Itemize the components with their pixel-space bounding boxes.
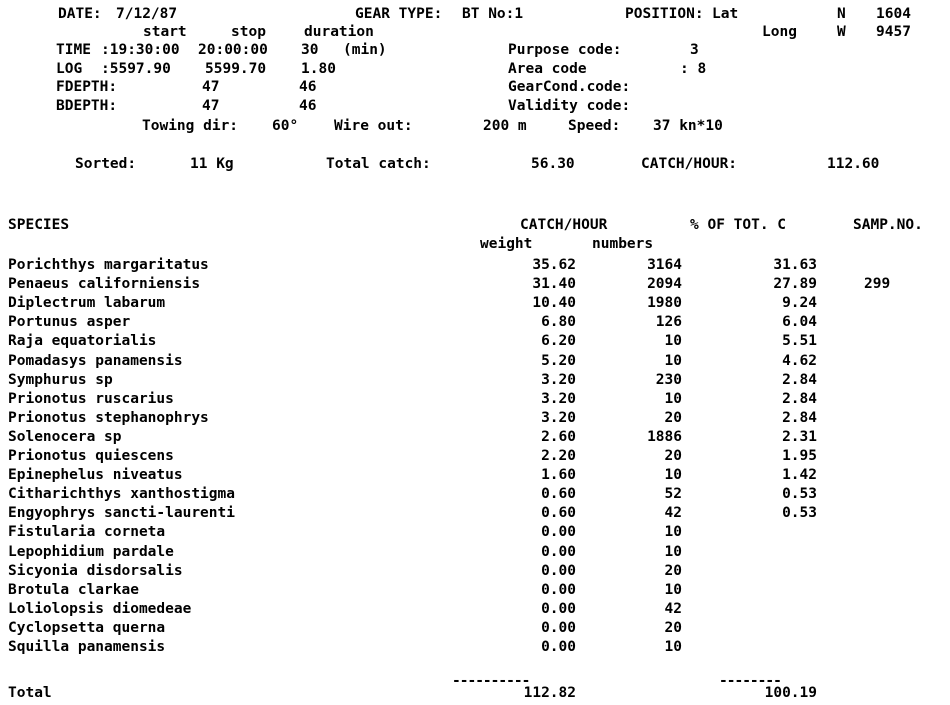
col-start-label: start xyxy=(143,24,187,40)
species-name: Sicyonia disdorsalis xyxy=(8,563,183,579)
catch-weight: 0.60 xyxy=(541,486,576,502)
percent-of-total: 6.04 xyxy=(782,314,817,330)
species-name: Brotula clarkae xyxy=(8,582,139,598)
catch-weight: 0.00 xyxy=(541,582,576,598)
position-label: POSITION: xyxy=(625,6,704,22)
catch-numbers: 2094 xyxy=(647,276,682,292)
sorted-value: 11 Kg xyxy=(190,156,234,172)
catch-weight: 2.60 xyxy=(541,429,576,445)
catch-numbers: 10 xyxy=(664,544,682,560)
species-name: Lepophidium pardale xyxy=(8,544,174,560)
catch-numbers: 126 xyxy=(655,314,682,330)
date-label: DATE: xyxy=(58,6,102,22)
catch-weight: 2.20 xyxy=(541,448,576,464)
area-code-value: : 8 xyxy=(680,61,707,77)
time-stop: 20:00:00 xyxy=(198,42,268,58)
percent-of-total: 27.89 xyxy=(773,276,817,292)
catch-weight: 0.00 xyxy=(541,639,576,655)
catch-weight: 6.20 xyxy=(541,333,576,349)
catch-weight: 3.20 xyxy=(541,391,576,407)
total-catch-label: Total catch: xyxy=(326,156,431,172)
percent-of-total: 31.63 xyxy=(773,257,817,273)
catch-numbers: 52 xyxy=(664,486,682,502)
catch-numbers: 10 xyxy=(664,333,682,349)
catch-numbers: 1886 xyxy=(647,429,682,445)
total-percent: 100.19 xyxy=(764,685,817,701)
species-name: Porichthys margaritatus xyxy=(8,257,209,273)
gear-type-value: BT No:1 xyxy=(462,6,524,22)
catch-numbers: 10 xyxy=(664,524,682,540)
numbers-subheader: numbers xyxy=(592,236,654,252)
percent-of-total: 2.84 xyxy=(782,410,817,426)
percent-of-total: 4.62 xyxy=(782,353,817,369)
fdepth-stop: 46 xyxy=(299,79,317,95)
species-name: Citharichthys xanthostigma xyxy=(8,486,235,502)
area-code-label: Area code xyxy=(508,61,587,77)
time-duration: 30 xyxy=(301,42,319,58)
species-name: Prionotus stephanophrys xyxy=(8,410,209,426)
log-duration: 1.80 xyxy=(301,61,336,77)
validity-code-label: Validity code: xyxy=(508,98,631,114)
sorted-label: Sorted: xyxy=(75,156,137,172)
sample-number-column-header: SAMP.NO. xyxy=(853,217,923,233)
catch-numbers: 20 xyxy=(664,410,682,426)
towing-dir-label: Towing dir: xyxy=(142,118,239,134)
percent-of-total: 2.84 xyxy=(782,372,817,388)
catch-numbers: 20 xyxy=(664,448,682,464)
species-name: Penaeus californiensis xyxy=(8,276,201,292)
catch-weight: 0.00 xyxy=(541,544,576,560)
weight-subheader: weight xyxy=(480,236,533,252)
species-column-header: SPECIES xyxy=(8,217,70,233)
catch-weight: 3.20 xyxy=(541,410,576,426)
catch-numbers: 1980 xyxy=(647,295,682,311)
species-name: Squilla panamensis xyxy=(8,639,166,655)
col-stop-label: stop xyxy=(231,24,266,40)
fdepth-label: FDEPTH: xyxy=(56,79,118,95)
speed-value: 37 kn*10 xyxy=(653,118,723,134)
total-label: Total xyxy=(8,685,52,701)
species-name: Diplectrum labarum xyxy=(8,295,166,311)
total-weight: 112.82 xyxy=(523,685,576,701)
catch-per-hour-value: 112.60 xyxy=(827,156,880,172)
bdepth-start: 47 xyxy=(202,98,220,114)
time-label: TIME xyxy=(56,42,91,58)
log-start: :5597.90 xyxy=(101,61,171,77)
catch-numbers: 10 xyxy=(664,639,682,655)
catch-numbers: 42 xyxy=(664,505,682,521)
percent-of-total: 5.51 xyxy=(782,333,817,349)
catch-per-hour-column-header: CATCH/HOUR xyxy=(520,217,608,233)
species-name: Prionotus quiescens xyxy=(8,448,174,464)
fdepth-start: 47 xyxy=(202,79,220,95)
catch-weight: 0.00 xyxy=(541,524,576,540)
sample-number: 299 xyxy=(864,276,891,292)
species-name: Loliolopsis diomedeae xyxy=(8,601,192,617)
catch-numbers: 3164 xyxy=(647,257,682,273)
col-duration-label: duration xyxy=(304,24,374,40)
catch-weight: 1.60 xyxy=(541,467,576,483)
date-value: 7/12/87 xyxy=(116,6,178,22)
catch-numbers: 42 xyxy=(664,601,682,617)
catch-weight: 0.00 xyxy=(541,601,576,617)
catch-weight: 0.00 xyxy=(541,563,576,579)
towing-dir-value: 60° xyxy=(272,118,299,134)
wire-out-value: 200 m xyxy=(483,118,527,134)
catch-numbers: 20 xyxy=(664,563,682,579)
catch-weight: 10.40 xyxy=(532,295,576,311)
long-hemisphere: W xyxy=(837,24,846,40)
long-label: Long xyxy=(762,24,797,40)
species-name: Pomadasys panamensis xyxy=(8,353,183,369)
catch-weight: 0.60 xyxy=(541,505,576,521)
time-unit: (min) xyxy=(343,42,387,58)
long-value: 9457 xyxy=(876,24,911,40)
species-name: Prionotus ruscarius xyxy=(8,391,174,407)
species-name: Fistularia corneta xyxy=(8,524,166,540)
lat-value: 1604 xyxy=(876,6,911,22)
species-name: Engyophrys sancti-laurenti xyxy=(8,505,235,521)
gear-type-label: GEAR TYPE: xyxy=(355,6,443,22)
bdepth-label: BDEPTH: xyxy=(56,98,118,114)
species-name: Solenocera sp xyxy=(8,429,122,445)
catch-numbers: 10 xyxy=(664,467,682,483)
lat-label: Lat xyxy=(712,6,739,22)
wire-out-label: Wire out: xyxy=(334,118,413,134)
species-name: Cyclopsetta querna xyxy=(8,620,166,636)
catch-weight: 0.00 xyxy=(541,620,576,636)
species-name: Epinephelus niveatus xyxy=(8,467,183,483)
catch-numbers: 10 xyxy=(664,391,682,407)
percent-of-total: 0.53 xyxy=(782,486,817,502)
percent-of-total: 9.24 xyxy=(782,295,817,311)
species-name: Portunus asper xyxy=(8,314,131,330)
total-weight-rule: ---------- xyxy=(452,673,530,689)
speed-label: Speed: xyxy=(568,118,621,134)
catch-weight: 35.62 xyxy=(532,257,576,273)
purpose-code-value: 3 xyxy=(690,42,699,58)
percent-total-column-header: % OF TOT. C xyxy=(690,217,787,233)
percent-of-total: 2.31 xyxy=(782,429,817,445)
bdepth-stop: 46 xyxy=(299,98,317,114)
catch-weight: 5.20 xyxy=(541,353,576,369)
purpose-code-label: Purpose code: xyxy=(508,42,622,58)
total-catch-value: 56.30 xyxy=(531,156,575,172)
species-name: Raja equatorialis xyxy=(8,333,157,349)
log-label: LOG xyxy=(56,61,83,77)
percent-of-total: 0.53 xyxy=(782,505,817,521)
catch-numbers: 10 xyxy=(664,582,682,598)
catch-weight: 6.80 xyxy=(541,314,576,330)
gearcond-code-label: GearCond.code: xyxy=(508,79,631,95)
lat-hemisphere: N xyxy=(837,6,846,22)
percent-of-total: 1.95 xyxy=(782,448,817,464)
percent-of-total: 2.84 xyxy=(782,391,817,407)
catch-weight: 31.40 xyxy=(532,276,576,292)
catch-numbers: 20 xyxy=(664,620,682,636)
percent-of-total: 1.42 xyxy=(782,467,817,483)
catch-numbers: 230 xyxy=(655,372,682,388)
time-start: :19:30:00 xyxy=(101,42,180,58)
log-stop: 5599.70 xyxy=(205,61,267,77)
catch-weight: 3.20 xyxy=(541,372,576,388)
total-percent-rule: -------- xyxy=(719,673,781,689)
catch-numbers: 10 xyxy=(664,353,682,369)
catch-per-hour-label: CATCH/HOUR: xyxy=(641,156,738,172)
species-name: Symphurus sp xyxy=(8,372,113,388)
